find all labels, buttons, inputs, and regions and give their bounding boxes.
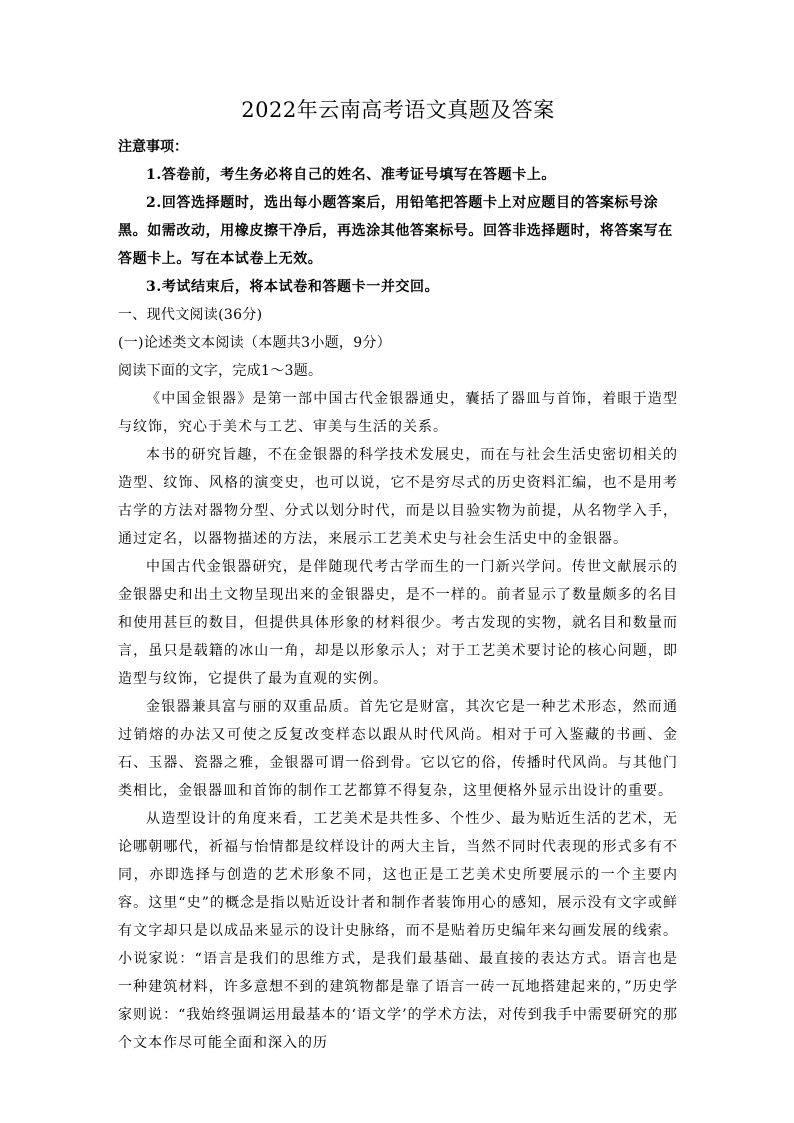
reading-instruction: 阅读下面的文字，完成1～3题。 [118,363,323,379]
document-content [118,95,678,1057]
note-item-2: 2.回答选择题时，选出每小题答案后，用铅笔把答题卡上对应题目的答案标号涂黑。如需改动，用橡皮擦干净后，再选涂其他答案标号。回答非选择题时，将答案写在答题卡上。写在本试卷上无效。 [118,195,673,267]
passage-paragraph-4: 金银器兼具富与丽的双重品质。首先它是财富，其次它是一种艺术形态，然而通过销熔的办法又可使之反复改变样态以跟从时代风尚。相对于可入鉴藏的书画、金石、玉器、瓷器之雅，金银器可谓一俗到骨。它以它的俗，传播时代风尚。与其他门类相比，金银器皿和首饰的制作工艺都算不得复杂，这里便格外显示出设计的重要。 [118,699,678,799]
note-item-1: 1.答卷前，考生务必将自己的姓名、准考证号填写在答题卡上。 [146,167,557,183]
notes-heading: 注意事项： [118,139,188,155]
passage-paragraph-5: 从造型设计的角度来看，工艺美术是共性多、个性少、最为贴近生活的艺术，无论哪朝哪代，祈福与怡情都是纹样设计的两大主旨，当然不同时代表现的形式多有不同，亦即选择与创造的艺术形象不同，这也正是工艺美术史所要展示的一个主要内容。这里“史”的概念是指以贴近设计者和制作者装饰用心的感知，展示没有文字或鲜有文字却只是以成品来显示的设计史脉络，而不是贴着历史编年来勾画发展的线索。小说家说：“语言是我们的思维方式，是我们最基础、最直接的表达方式。语言也是一种建筑材料，许多意想不到的建筑物都是靠了语言一砖一瓦地搭建起来的，”历史学家则说：“我始终强调运用最基本的‘语文学’的学术方法，对传到我手中需要研究的那个文本作尽可能全面和深入的历 [118,811,678,1051]
passage-paragraph-2: 本书的研究旨趣，不在金银器的科学技术发展史，而在与社会生活史密切相关的造型、纹饰、风格的演变史，也可以说，它不是穷尽式的历史资料汇编，也不是用考古学的方法对器物分型、分式以划分时代，而是以目验实物为前提，从名物学入手，通过定名，以器物描述的方法，来展示工艺美术史与社会生活史中的金银器。 [118,447,678,547]
section-heading: 一、现代文阅读(36分) [118,307,263,323]
passage-paragraph-1: 《中国金银器》是第一部中国古代金银器通史，囊括了器皿与首饰，着眼于造型与纹饰，究心于美术与工艺、审美与生活的关系。 [118,391,678,435]
passage-paragraph-3: 中国古代金银器研究，是伴随现代考古学而生的一门新兴学问。传世文献展示的金银器史和出土文物呈现出来的金银器史，是不一样的。前者显示了数量颇多的名目和使用甚巨的数目，但提供具体形象的材料很少。考古发现的实物，就名目和数量而言，虽只是载籍的冰山一角，却是以形象示人；对于工艺美术要讨论的核心问题，即造型与纹饰，它提供了最为直观的实例。 [118,559,678,687]
document-title: 2022年云南高考语文真题及答案 [241,98,555,122]
note-item-3: 3.考试结束后，将本试卷和答题卡一并交回。 [146,279,440,295]
section-subheading: (一)论述类文本阅读（本题共3小题，9分） [118,335,392,351]
